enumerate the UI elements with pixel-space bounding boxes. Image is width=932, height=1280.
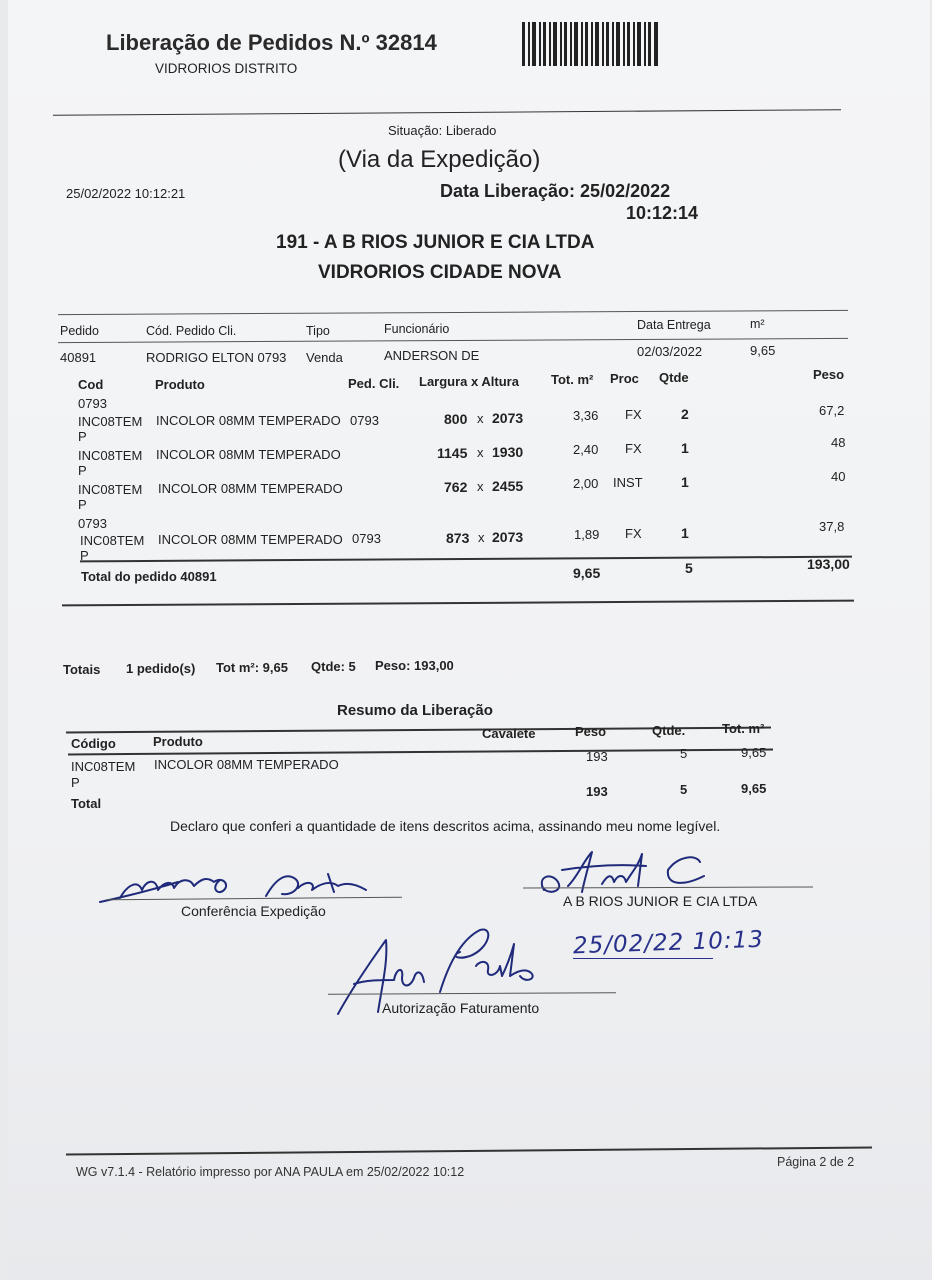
- item-tot-m2: 1,89: [574, 527, 600, 542]
- resumo-col-produto: Produto: [153, 734, 203, 749]
- item-cod: INC08TEM: [78, 448, 143, 463]
- item-largura: 762: [444, 479, 468, 495]
- item-altura: 1930: [492, 444, 524, 460]
- item-cod: INC08TEM: [78, 482, 143, 497]
- item-cod-suffix: P: [78, 429, 87, 444]
- item-qtde: 1: [681, 474, 689, 490]
- resumo-col-peso: Peso: [575, 724, 607, 739]
- resumo-col-qtde: Qtde.: [652, 723, 686, 738]
- resumo-row-produto: INCOLOR 08MM TEMPERADO: [154, 757, 339, 772]
- item-x: x: [477, 479, 484, 494]
- value-tipo: Venda: [306, 350, 343, 365]
- via-label: (Via da Expedição): [338, 146, 541, 173]
- item-peso: 40: [831, 469, 846, 484]
- item-produto: INCOLOR 08MM TEMPERADO: [158, 481, 343, 496]
- item-proc: FX: [625, 526, 642, 541]
- order-total-label: Total do pedido 40891: [81, 569, 217, 584]
- resumo-col-tot-m2: Tot. m²: [722, 721, 765, 736]
- company-name: VIDRORIOS DISTRITO: [155, 61, 298, 76]
- order-total-peso: 193,00: [807, 556, 850, 572]
- label-cod-pedido-cli: Cód. Pedido Cli.: [146, 324, 237, 338]
- label-conferencia: Conferência Expedição: [181, 903, 326, 919]
- item-produto: INCOLOR 08MM TEMPERADO: [156, 413, 341, 428]
- footer-line: [66, 1146, 872, 1155]
- resumo-row-qtde: 5: [680, 746, 688, 761]
- item-qtde: 1: [681, 525, 689, 541]
- totals-pedidos: 1 pedido(s): [126, 661, 196, 676]
- footer-printed-by: WG v7.1.4 - Relatório impresso por ANA PAULA em 25/02/2022 10:12: [76, 1165, 465, 1179]
- item-produto: INCOLOR 08MM TEMPERADO: [158, 532, 343, 547]
- item-proc: FX: [625, 407, 642, 422]
- item-cod-suffix: P: [78, 497, 87, 512]
- item-cod-suffix: P: [80, 548, 89, 563]
- item-peso: 67,2: [819, 403, 845, 418]
- totals-tot-m2: Tot m²: 9,65: [216, 660, 288, 675]
- resumo-header-line: [68, 749, 773, 756]
- item-largura: 1145: [437, 445, 468, 461]
- resumo-row-peso: 193: [586, 749, 608, 764]
- declaration-text: Declaro que conferi a quantidade de itens descritos acima, assinando meu nome legível.: [170, 818, 721, 834]
- item-largura: 800: [444, 411, 468, 427]
- label-pedido: Pedido: [60, 324, 99, 338]
- order-total-line: [80, 556, 852, 563]
- resumo-col-codigo: Código: [71, 736, 116, 751]
- item-altura: 2455: [492, 478, 524, 494]
- document-page: [8, 0, 930, 1280]
- resumo-total-label: Total: [71, 796, 102, 811]
- printed-timestamp: 25/02/2022 10:12:21: [66, 186, 186, 201]
- resumo-row-cod: INC08TEM: [71, 759, 136, 774]
- col-cod: Cod: [78, 377, 104, 392]
- item-pre-cod: 0793: [78, 516, 107, 531]
- item-ped-cli: 0793: [350, 413, 379, 428]
- label-cliente: A B RIOS JUNIOR E CIA LTDA: [563, 893, 758, 909]
- footer-page-number: Página 2 de 2: [777, 1155, 855, 1169]
- col-qtde: Qtde: [659, 370, 689, 385]
- col-tot-m2: Tot. m²: [551, 372, 594, 387]
- document-title: Liberação de Pedidos N.º 32814: [106, 30, 437, 55]
- order-top-line: [58, 310, 848, 315]
- order-total-m2: 9,65: [573, 565, 601, 581]
- resumo-total-peso: 193: [586, 784, 608, 799]
- item-altura: 2073: [492, 410, 524, 426]
- item-peso: 48: [831, 435, 846, 450]
- client-name: 191 - A B RIOS JUNIOR E CIA LTDA: [276, 232, 595, 253]
- item-x: x: [477, 445, 484, 460]
- totals-label: Totais: [63, 662, 101, 677]
- item-cod: INC08TEM: [78, 414, 143, 429]
- item-peso: 37,8: [819, 519, 845, 534]
- totals-qtde: Qtde: 5: [311, 659, 356, 674]
- client-store: VIDRORIOS CIDADE NOVA: [318, 262, 562, 283]
- value-data-entrega: 02/03/2022: [637, 344, 703, 359]
- header-divider: [53, 109, 841, 116]
- col-peso: Peso: [813, 367, 845, 382]
- item-x: x: [477, 411, 484, 426]
- release-time: 10:12:14: [626, 203, 699, 223]
- label-m2: m²: [750, 317, 765, 331]
- label-autorizacao: Autorização Faturamento: [382, 1000, 540, 1016]
- col-ped-cli: Ped. Cli.: [348, 376, 400, 391]
- item-altura: 2073: [492, 529, 524, 545]
- resumo-title: Resumo da Liberação: [337, 702, 493, 719]
- item-tot-m2: 2,40: [573, 442, 599, 457]
- item-x: x: [478, 530, 485, 545]
- item-produto: INCOLOR 08MM TEMPERADO: [156, 447, 341, 462]
- order-header-line: [58, 338, 848, 343]
- label-funcionario: Funcionário: [384, 322, 450, 336]
- value-funcionario: ANDERSON DE: [384, 348, 480, 363]
- value-cod-pedido-cli: RODRIGO ELTON 0793: [146, 350, 287, 365]
- col-proc: Proc: [610, 371, 639, 386]
- handwritten-date-underline: [573, 958, 713, 959]
- value-m2: 9,65: [750, 343, 776, 358]
- item-proc: FX: [625, 441, 642, 456]
- barcode-icon: [522, 22, 660, 66]
- order-total-qtde: 5: [685, 560, 693, 576]
- item-cod: INC08TEM: [80, 533, 145, 548]
- item-ped-cli: 0793: [352, 531, 381, 546]
- resumo-row-tot-m2: 9,65: [741, 745, 767, 760]
- handwritten-date: 25/02/22 10:13: [572, 926, 765, 960]
- col-largura-altura: Largura x Altura: [419, 374, 519, 389]
- col-produto: Produto: [155, 377, 205, 392]
- resumo-row-cod-suffix: P: [71, 775, 80, 790]
- totals-peso: Peso: 193,00: [375, 658, 454, 673]
- resumo-total-tot-m2: 9,65: [741, 781, 767, 796]
- order-bottom-line: [62, 600, 854, 607]
- item-pre-cod: 0793: [78, 396, 107, 411]
- item-qtde: 1: [681, 440, 689, 456]
- resumo-total-qtde: 5: [680, 782, 688, 797]
- value-pedido: 40891: [60, 350, 97, 365]
- resumo-col-cavalete: Cavalete: [482, 726, 536, 741]
- item-largura: 873: [446, 530, 470, 546]
- item-proc: INST: [613, 475, 643, 490]
- label-data-entrega: Data Entrega: [637, 318, 711, 332]
- status-text: Situação: Liberado: [388, 123, 497, 138]
- release-date: Data Liberação: 25/02/2022: [440, 181, 671, 201]
- label-tipo: Tipo: [306, 324, 330, 338]
- item-cod-suffix: P: [78, 463, 87, 478]
- item-tot-m2: 2,00: [573, 476, 599, 491]
- item-tot-m2: 3,36: [573, 408, 599, 423]
- item-qtde: 2: [681, 406, 689, 422]
